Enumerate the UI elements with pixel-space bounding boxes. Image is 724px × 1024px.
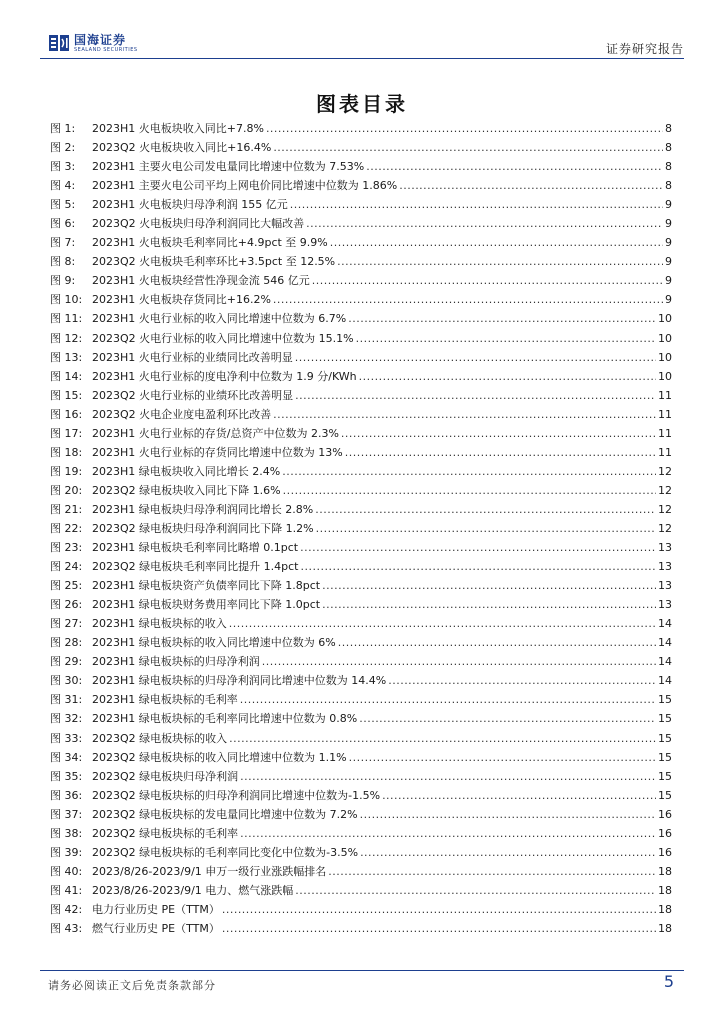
toc-entry[interactable] [50, 768, 672, 787]
toc-leader-dots [290, 198, 663, 211]
toc-page-number: 11 [658, 407, 672, 421]
toc-figure-number: 图 23: [50, 541, 83, 555]
toc-entry[interactable] [50, 558, 672, 577]
toc-figure-title: 2023H1 绿电板块财务费用率同比下降 1.0pct [92, 598, 321, 612]
toc-leader-dots [359, 712, 656, 725]
toc-entry[interactable] [50, 463, 672, 482]
toc-page-number: 13 [658, 560, 672, 574]
toc-figure-title: 2023H1 绿电板块归母净利润同比增长 2.8% [92, 502, 314, 516]
toc-leader-dots [360, 808, 656, 821]
toc-leader-dots [356, 332, 656, 345]
toc-figure-number: 图 27: [50, 617, 83, 631]
toc-entry[interactable] [50, 501, 672, 520]
toc-entry[interactable] [50, 120, 672, 139]
toc-entry[interactable] [50, 482, 672, 501]
toc-figure-title: 2023Q2 绿电板块归母净利润同比下降 1.2% [92, 521, 314, 535]
toc-figure-title: 2023H1 绿电板块标的归母净利润 [92, 655, 260, 669]
toc-leader-dots [322, 598, 656, 611]
toc-figure-title: 2023Q2 绿电板块标的归母净利润同比增速中位数为-1.5% [92, 788, 381, 802]
toc-figure-title: 2023H1 绿电板块标的毛利率 [92, 693, 238, 707]
toc-leader-dots [322, 579, 656, 592]
toc-leader-dots [316, 522, 656, 535]
toc-entry[interactable] [50, 730, 672, 749]
toc-page-number: 10 [658, 312, 672, 326]
toc-figure-number: 图 34: [50, 750, 83, 764]
toc-figure-number: 图 22: [50, 521, 83, 535]
logo-mark-icon [48, 33, 70, 53]
toc-entry[interactable] [50, 310, 672, 329]
toc-figure-title: 2023Q2 绿电板块标的发电量同比增速中位数为 7.2% [92, 807, 358, 821]
toc-figure-title: 2023H1 绿电板块标的毛利率同比增速中位数为 0.8% [92, 712, 358, 726]
toc-page-number: 15 [658, 693, 672, 707]
toc-figure-number: 图 9: [50, 274, 76, 288]
toc-leader-dots [312, 274, 663, 287]
toc-leader-dots [328, 865, 656, 878]
toc-leader-dots [222, 922, 656, 935]
toc-entry[interactable] [50, 253, 672, 272]
page-title: 图表目录 [316, 92, 408, 116]
toc-entry[interactable] [50, 672, 672, 691]
toc-figure-title: 2023Q2 绿电板块收入同比下降 1.6% [92, 483, 281, 497]
toc-figure-number: 图 4: [50, 179, 76, 193]
toc-page-number: 8 [665, 179, 672, 193]
toc-page-number: 12 [658, 502, 672, 516]
toc-leader-dots [315, 503, 656, 516]
toc-entry[interactable] [50, 272, 672, 291]
toc-page-number: 10 [658, 350, 672, 364]
toc-figure-title: 2023Q2 火电行业标的收入同比增速中位数为 15.1% [92, 331, 354, 345]
toc-figure-title: 燃气行业历史 PE（TTM） [92, 921, 220, 935]
toc-figure-title: 2023Q2 火电板块毛利率环比+3.5pct 至 12.5% [92, 255, 336, 269]
toc-figure-number: 图 35: [50, 769, 83, 783]
toc-figure-number: 图 10: [50, 293, 83, 307]
toc-leader-dots [349, 751, 656, 764]
toc-leader-dots [388, 674, 656, 687]
toc-figure-title: 2023H1 火电板块经营性净现金流 546 亿元 [92, 274, 310, 288]
toc-figure-number: 图 7: [50, 236, 76, 250]
toc-figure-number: 图 33: [50, 731, 83, 745]
toc-leader-dots [348, 312, 656, 325]
toc-page-number: 18 [658, 864, 672, 878]
toc-leader-dots [283, 484, 656, 497]
toc-figure-number: 图 25: [50, 579, 83, 593]
toc-entry[interactable] [50, 406, 672, 425]
toc-figure-number: 图 12: [50, 331, 83, 345]
toc-leader-dots [273, 293, 663, 306]
toc-page-number: 13 [658, 598, 672, 612]
toc-figure-title: 2023Q2 绿电板块标的收入同比增速中位数为 1.1% [92, 750, 347, 764]
toc-figure-number: 图 42: [50, 902, 83, 916]
toc-figure-number: 图 39: [50, 845, 83, 859]
toc-page-number: 15 [658, 769, 672, 783]
toc-page-number: 9 [665, 255, 672, 269]
toc-entry[interactable] [50, 710, 672, 729]
toc-page-number: 18 [658, 902, 672, 916]
toc-leader-dots [262, 655, 656, 668]
toc-leader-dots [337, 255, 663, 268]
toc-figure-number: 图 8: [50, 255, 76, 269]
toc-figure-number: 图 41: [50, 883, 83, 897]
toc-entry[interactable] [50, 806, 672, 825]
toc-page-number: 13 [658, 541, 672, 555]
toc-page-number: 8 [665, 160, 672, 174]
toc-leader-dots [240, 693, 656, 706]
toc-leader-dots [240, 770, 656, 783]
toc-figure-title: 2023/8/26-2023/9/1 电力、燃气涨跌幅 [92, 883, 294, 897]
toc-page-number: 9 [665, 293, 672, 307]
toc-leader-dots [338, 636, 656, 649]
toc-leader-dots [306, 217, 663, 230]
toc-figure-title: 2023H1 火电行业标的存货/总资产中位数为 2.3% [92, 426, 339, 440]
toc-page-number: 11 [658, 445, 672, 459]
toc-figure-number: 图 24: [50, 560, 83, 574]
toc-figure-number: 图 40: [50, 864, 83, 878]
toc-figure-title: 2023Q2 绿电板块标的收入 [92, 731, 228, 745]
toc-entry[interactable] [50, 368, 672, 387]
toc-leader-dots [345, 446, 656, 459]
toc-leader-dots [266, 122, 663, 135]
toc-entry[interactable] [50, 196, 672, 215]
toc-leader-dots [359, 370, 656, 383]
toc-figure-title: 2023Q2 绿电板块归母净利润 [92, 769, 239, 783]
toc-entry[interactable] [50, 577, 672, 596]
toc-page-number: 12 [658, 483, 672, 497]
toc-figure-title: 2023Q2 火电板块收入同比+16.4% [92, 141, 272, 155]
toc-figure-title: 2023Q2 绿电板块毛利率同比提升 1.4pct [92, 560, 299, 574]
toc-figure-title: 2023H1 火电行业标的存货同比增速中位数为 13% [92, 445, 343, 459]
toc-leader-dots [240, 827, 656, 840]
toc-figure-number: 图 11: [50, 312, 83, 326]
toc-figure-title: 2023H1 火电行业标的度电净利中位数为 1.9 分/KWh [92, 369, 357, 383]
footer-divider [40, 970, 684, 971]
toc-entry[interactable] [50, 615, 672, 634]
toc-leader-dots [295, 351, 656, 364]
toc-figure-title: 2023H1 火电板块毛利率同比+4.9pct 至 9.9% [92, 236, 328, 250]
toc-entry[interactable] [50, 691, 672, 710]
toc-figure-title: 2023Q2 火电行业标的业绩环比改善明显 [92, 388, 294, 402]
toc-entry[interactable] [50, 444, 672, 463]
toc-leader-dots [399, 179, 663, 192]
toc-figure-number: 图 17: [50, 426, 83, 440]
toc-page-number: 11 [658, 388, 672, 402]
header-divider [40, 58, 684, 59]
toc-entry[interactable] [50, 749, 672, 768]
company-logo [48, 32, 138, 54]
toc-figure-number: 图 28: [50, 636, 83, 650]
toc-leader-dots [273, 408, 656, 421]
toc-page-number: 8 [665, 122, 672, 135]
toc-page-number: 12 [658, 521, 672, 535]
toc-figure-number: 图 38: [50, 826, 83, 840]
toc-leader-dots [273, 141, 663, 154]
toc-figure-title: 2023Q2 绿电板块标的毛利率同比变化中位数为-3.5% [92, 845, 359, 859]
toc-leader-dots [222, 903, 656, 916]
toc-figure-number: 图 26: [50, 598, 83, 612]
page-number: 5 [663, 972, 674, 991]
toc-figure-number: 图 14: [50, 369, 83, 383]
toc-page-number: 13 [658, 579, 672, 593]
toc-page-number: 14 [658, 636, 672, 650]
toc-entry[interactable] [50, 387, 672, 406]
logo-chinese-name: 国海证券 [74, 32, 127, 47]
toc-leader-dots [295, 389, 656, 402]
toc-figure-number: 图 6: [50, 217, 76, 231]
toc-figure-title: 2023H1 火电板块收入同比+7.8% [92, 122, 264, 135]
toc-figure-title: 2023H1 火电板块存货同比+16.2% [92, 293, 271, 307]
toc-figure-number: 图 1: [50, 122, 76, 135]
toc-entry[interactable] [50, 215, 672, 234]
toc-entry[interactable] [50, 291, 672, 310]
toc-figure-number: 图 2: [50, 141, 76, 155]
toc-figure-number: 图 30: [50, 674, 83, 688]
toc-entry[interactable] [50, 139, 672, 158]
toc-figure-number: 图 3: [50, 160, 76, 174]
toc-leader-dots [330, 236, 663, 249]
toc-figure-title: 2023H1 主要火电公司发电量同比增速中位数为 7.53% [92, 160, 365, 174]
toc-figure-title: 2023H1 火电行业标的业绩同比改善明显 [92, 350, 293, 364]
toc-entry[interactable] [50, 539, 672, 558]
toc-figure-number: 图 19: [50, 464, 83, 478]
toc-entry[interactable] [50, 844, 672, 863]
toc-page-number: 16 [658, 826, 672, 840]
toc-entry[interactable] [50, 787, 672, 806]
toc-entry[interactable] [50, 425, 672, 444]
toc-page-number: 15 [658, 731, 672, 745]
toc-figure-number: 图 36: [50, 788, 83, 802]
toc-page-number: 9 [665, 217, 672, 231]
toc-leader-dots [360, 846, 656, 859]
toc-page-number: 12 [658, 464, 672, 478]
toc-entry[interactable] [50, 634, 672, 653]
toc-leader-dots [382, 789, 656, 802]
toc-page-number: 10 [658, 369, 672, 383]
toc-leader-dots [300, 560, 656, 573]
toc-entry[interactable] [50, 653, 672, 672]
toc-entry[interactable] [50, 234, 672, 253]
toc-figure-title: 2023H1 绿电板块毛利率同比略增 0.1pct [92, 541, 299, 555]
toc-figure-number: 图 43: [50, 921, 83, 935]
toc-entry[interactable] [50, 330, 672, 349]
toc-figure-title: 2023H1 火电行业标的收入同比增速中位数为 6.7% [92, 312, 347, 326]
toc-figure-number: 图 29: [50, 655, 83, 669]
footer-disclaimer: 请务必阅读正文后免责条款部分 [48, 979, 216, 992]
toc-page-number: 14 [658, 655, 672, 669]
toc-figure-title: 2023H1 绿电板块收入同比增长 2.4% [92, 464, 281, 478]
toc-page-number: 14 [658, 674, 672, 688]
toc-figure-title: 2023H1 绿电板块标的收入同比增速中位数为 6% [92, 636, 336, 650]
toc-entry[interactable] [50, 882, 672, 901]
toc-page-number: 16 [658, 807, 672, 821]
toc-page-number: 15 [658, 750, 672, 764]
toc-entry[interactable] [50, 920, 672, 939]
toc-figure-title: 电力行业历史 PE（TTM） [92, 902, 220, 916]
toc-page-number: 10 [658, 331, 672, 345]
toc-page-number: 15 [658, 788, 672, 802]
toc-figure-title: 2023H1 火电板块归母净利润 155 亿元 [92, 198, 288, 212]
report-type-label: 证券研究报告 [605, 42, 684, 56]
toc-page-number: 16 [658, 845, 672, 859]
toc-leader-dots [229, 732, 656, 745]
toc-entry[interactable] [50, 863, 672, 882]
toc-entry[interactable] [50, 349, 672, 368]
toc-page-number: 11 [658, 426, 672, 440]
figure-table-of-contents [50, 120, 672, 939]
toc-page-number: 15 [658, 712, 672, 726]
toc-figure-title: 2023Q2 绿电板块标的毛利率 [92, 826, 239, 840]
toc-figure-title: 2023Q2 火电企业度电盈利环比改善 [92, 407, 272, 421]
toc-entry[interactable] [50, 596, 672, 615]
toc-leader-dots [295, 884, 656, 897]
toc-figure-number: 图 32: [50, 712, 83, 726]
toc-figure-title: 2023H1 绿电板块标的收入 [92, 617, 227, 631]
toc-entry[interactable] [50, 825, 672, 844]
toc-figure-number: 图 21: [50, 502, 83, 516]
toc-figure-title: 2023/8/26-2023/9/1 申万一级行业涨跌幅排名 [92, 864, 327, 878]
toc-page-number: 8 [665, 141, 672, 155]
toc-page-number: 9 [665, 274, 672, 288]
toc-page-number: 14 [658, 617, 672, 631]
toc-entry[interactable] [50, 901, 672, 920]
toc-figure-number: 图 16: [50, 407, 83, 421]
toc-leader-dots [300, 541, 656, 554]
toc-page-number: 9 [665, 236, 672, 250]
logo-english-name: SEALAND SECURITIES [74, 46, 138, 53]
toc-page-number: 18 [658, 883, 672, 897]
toc-figure-number: 图 13: [50, 350, 83, 364]
toc-entry[interactable] [50, 158, 672, 177]
toc-figure-number: 图 18: [50, 445, 83, 459]
toc-entry[interactable] [50, 177, 672, 196]
toc-figure-title: 2023Q2 火电板块归母净利润同比大幅改善 [92, 217, 305, 231]
page-header [40, 28, 684, 58]
toc-figure-number: 图 20: [50, 483, 83, 497]
toc-leader-dots [229, 617, 656, 630]
toc-leader-dots [282, 465, 656, 478]
toc-page-number: 9 [665, 198, 672, 212]
toc-figure-number: 图 15: [50, 388, 83, 402]
toc-entry[interactable] [50, 520, 672, 539]
toc-leader-dots [366, 160, 663, 173]
toc-leader-dots [341, 427, 656, 440]
toc-figure-number: 图 5: [50, 198, 76, 212]
toc-figure-number: 图 31: [50, 693, 83, 707]
toc-figure-title: 2023H1 绿电板块资产负债率同比下降 1.8pct [92, 579, 321, 593]
toc-figure-title: 2023H1 绿电板块标的归母净利润同比增速中位数为 14.4% [92, 674, 387, 688]
toc-figure-number: 图 37: [50, 807, 83, 821]
toc-figure-title: 2023H1 主要火电公司平均上网电价同比增速中位数为 1.86% [92, 179, 398, 193]
toc-page-number: 18 [658, 921, 672, 935]
